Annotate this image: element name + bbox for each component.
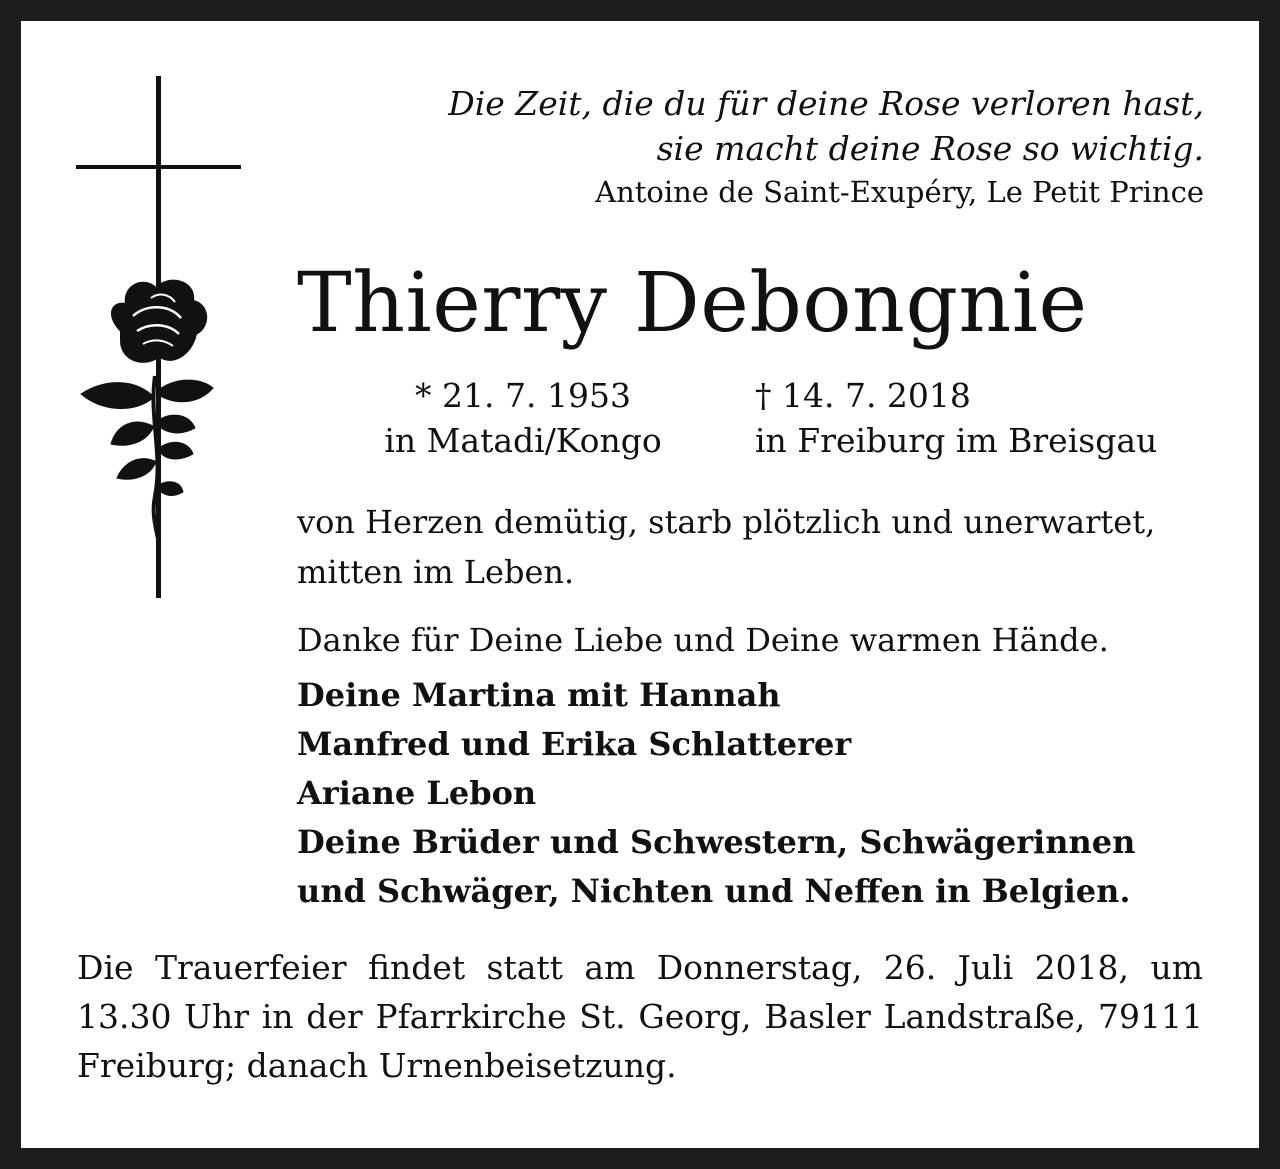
mourner-line: Deine Brüder und Schwestern, Schwägerinnen [297, 823, 1136, 861]
birth-place: in Matadi/Kongo [384, 421, 662, 460]
funeral-service-info: Die Trauerfeier findet statt am Donnerstag, 26. Juli 2018, um 13.30 Uhr in der Pfarrkirche St. Georg, Basler Landstraße, 79111 Freiburg; danach Urnenbeisetzung. [77, 948, 1203, 1085]
lead-line-1: von Herzen demütig, starb plötzlich und unerwartet, [297, 503, 1156, 541]
lead-line-2: mitten im Leben. [297, 553, 575, 591]
death-place: in Freiburg im Breisgau [755, 421, 1158, 460]
thanks-text: Danke für Deine Liebe und Deine warmen Hände. [297, 621, 1109, 659]
deceased-name: Thierry Debongnie [297, 256, 1088, 351]
epigraph-source: Antoine de Saint-Exupéry, Le Petit Prince [595, 175, 1204, 209]
mourner-line: Ariane Lebon [297, 774, 537, 812]
cross-with-rose-emblem [71, 76, 246, 601]
death-date: † 14. 7. 2018 [755, 376, 971, 415]
obituary-notice [21, 21, 1259, 1148]
mourners-list [297, 671, 1135, 916]
epigraph [448, 81, 1204, 213]
epigraph-line-2: sie macht deine Rose so wichtig. [656, 129, 1204, 168]
mourner-line: Manfred und Erika Schlatterer [297, 725, 852, 763]
birth-date: * 21. 7. 1953 [415, 376, 631, 415]
death-info [755, 373, 1157, 463]
birth-info [373, 373, 673, 463]
mourner-line: und Schwäger, Nichten und Neffen in Belgien. [297, 872, 1131, 910]
epigraph-line-1: Die Zeit, die du für deine Rose verloren hast, [448, 84, 1204, 123]
rose-icon [81, 281, 213, 544]
lead-text [297, 497, 1155, 597]
mourner-line: Deine Martina mit Hannah [297, 676, 781, 714]
